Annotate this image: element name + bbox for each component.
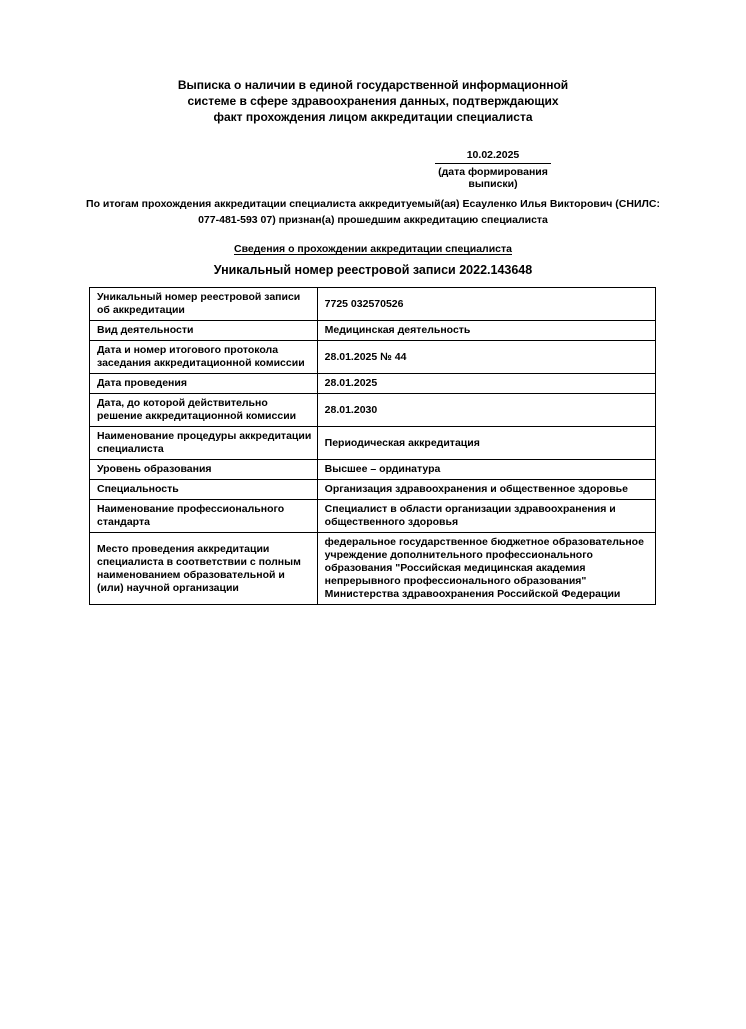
accreditation-table bbox=[89, 287, 656, 605]
row-label-cell: Специальность bbox=[90, 480, 318, 500]
table-row bbox=[90, 394, 656, 427]
row-value-cell: 28.01.2025 bbox=[317, 374, 655, 394]
row-label-cell: Место проведения аккредитации специалиста в соответствии с полным наименованием образовательной и (или) научной организации bbox=[90, 533, 318, 605]
row-value-cell: 28.01.2025 № 44 bbox=[317, 341, 655, 374]
row-label-cell: Наименование профессионального стандарта bbox=[90, 500, 318, 533]
table-row bbox=[90, 533, 656, 605]
table-row bbox=[90, 460, 656, 480]
issue-date-value: 10.02.2025 bbox=[435, 149, 551, 164]
row-label-cell: Дата, до которой действительно решение аккредитационной комиссии bbox=[90, 394, 318, 427]
row-label-cell: Дата проведения bbox=[90, 374, 318, 394]
table-row bbox=[90, 321, 656, 341]
row-label-cell: Уровень образования bbox=[90, 460, 318, 480]
table-row bbox=[90, 480, 656, 500]
table-row bbox=[90, 374, 656, 394]
row-value-cell: Организация здравоохранения и общественное здоровье bbox=[317, 480, 655, 500]
row-value-cell: 7725 032570526 bbox=[317, 288, 655, 321]
row-value-cell: Специалист в области организации здравоохранения и общественного здоровья bbox=[317, 500, 655, 533]
row-value-cell: Высшее – ординатура bbox=[317, 460, 655, 480]
row-label-cell: Вид деятельности bbox=[90, 321, 318, 341]
row-value-cell: Периодическая аккредитация bbox=[317, 427, 655, 460]
row-label-cell: Дата и номер итогового протокола заседания аккредитационной комиссии bbox=[90, 341, 318, 374]
table-row bbox=[90, 341, 656, 374]
row-label-cell: Наименование процедуры аккредитации специалиста bbox=[90, 427, 318, 460]
row-label-cell: Уникальный номер реестровой записи об аккредитации bbox=[90, 288, 318, 321]
table-row bbox=[90, 500, 656, 533]
row-value-cell: Медицинская деятельность bbox=[317, 321, 655, 341]
registry-number-heading: Уникальный номер реестровой записи 2022.143648 bbox=[213, 263, 533, 277]
table-row bbox=[90, 427, 656, 460]
row-value-cell: 28.01.2030 bbox=[317, 394, 655, 427]
issue-date-block bbox=[418, 149, 568, 190]
section-heading: Сведения о прохождении аккредитации специалиста bbox=[234, 243, 512, 255]
row-value-cell: федеральное государственное бюджетное образовательное учреждение дополнительного профессионального образования "Российская медицинская академия непрерывного профессионального образования" Министерства здравоохранения Российской Федерации bbox=[317, 533, 655, 605]
table-row bbox=[90, 288, 656, 321]
intro-paragraph: По итогам прохождения аккредитации специалиста аккредитуемый(ая) Есауленко Илья Викторович (СНИЛС: 077-481-593 07) признан(а) прошедшим аккредитацию специалиста bbox=[86, 198, 660, 226]
document-title: Выписка о наличии в единой государственной информационной системе в сфере здравоохранения данных, подтверждающих факт прохождения лицом аккредитации специалиста bbox=[177, 78, 569, 124]
issue-date-caption: (дата формирования выписки) bbox=[438, 166, 548, 190]
